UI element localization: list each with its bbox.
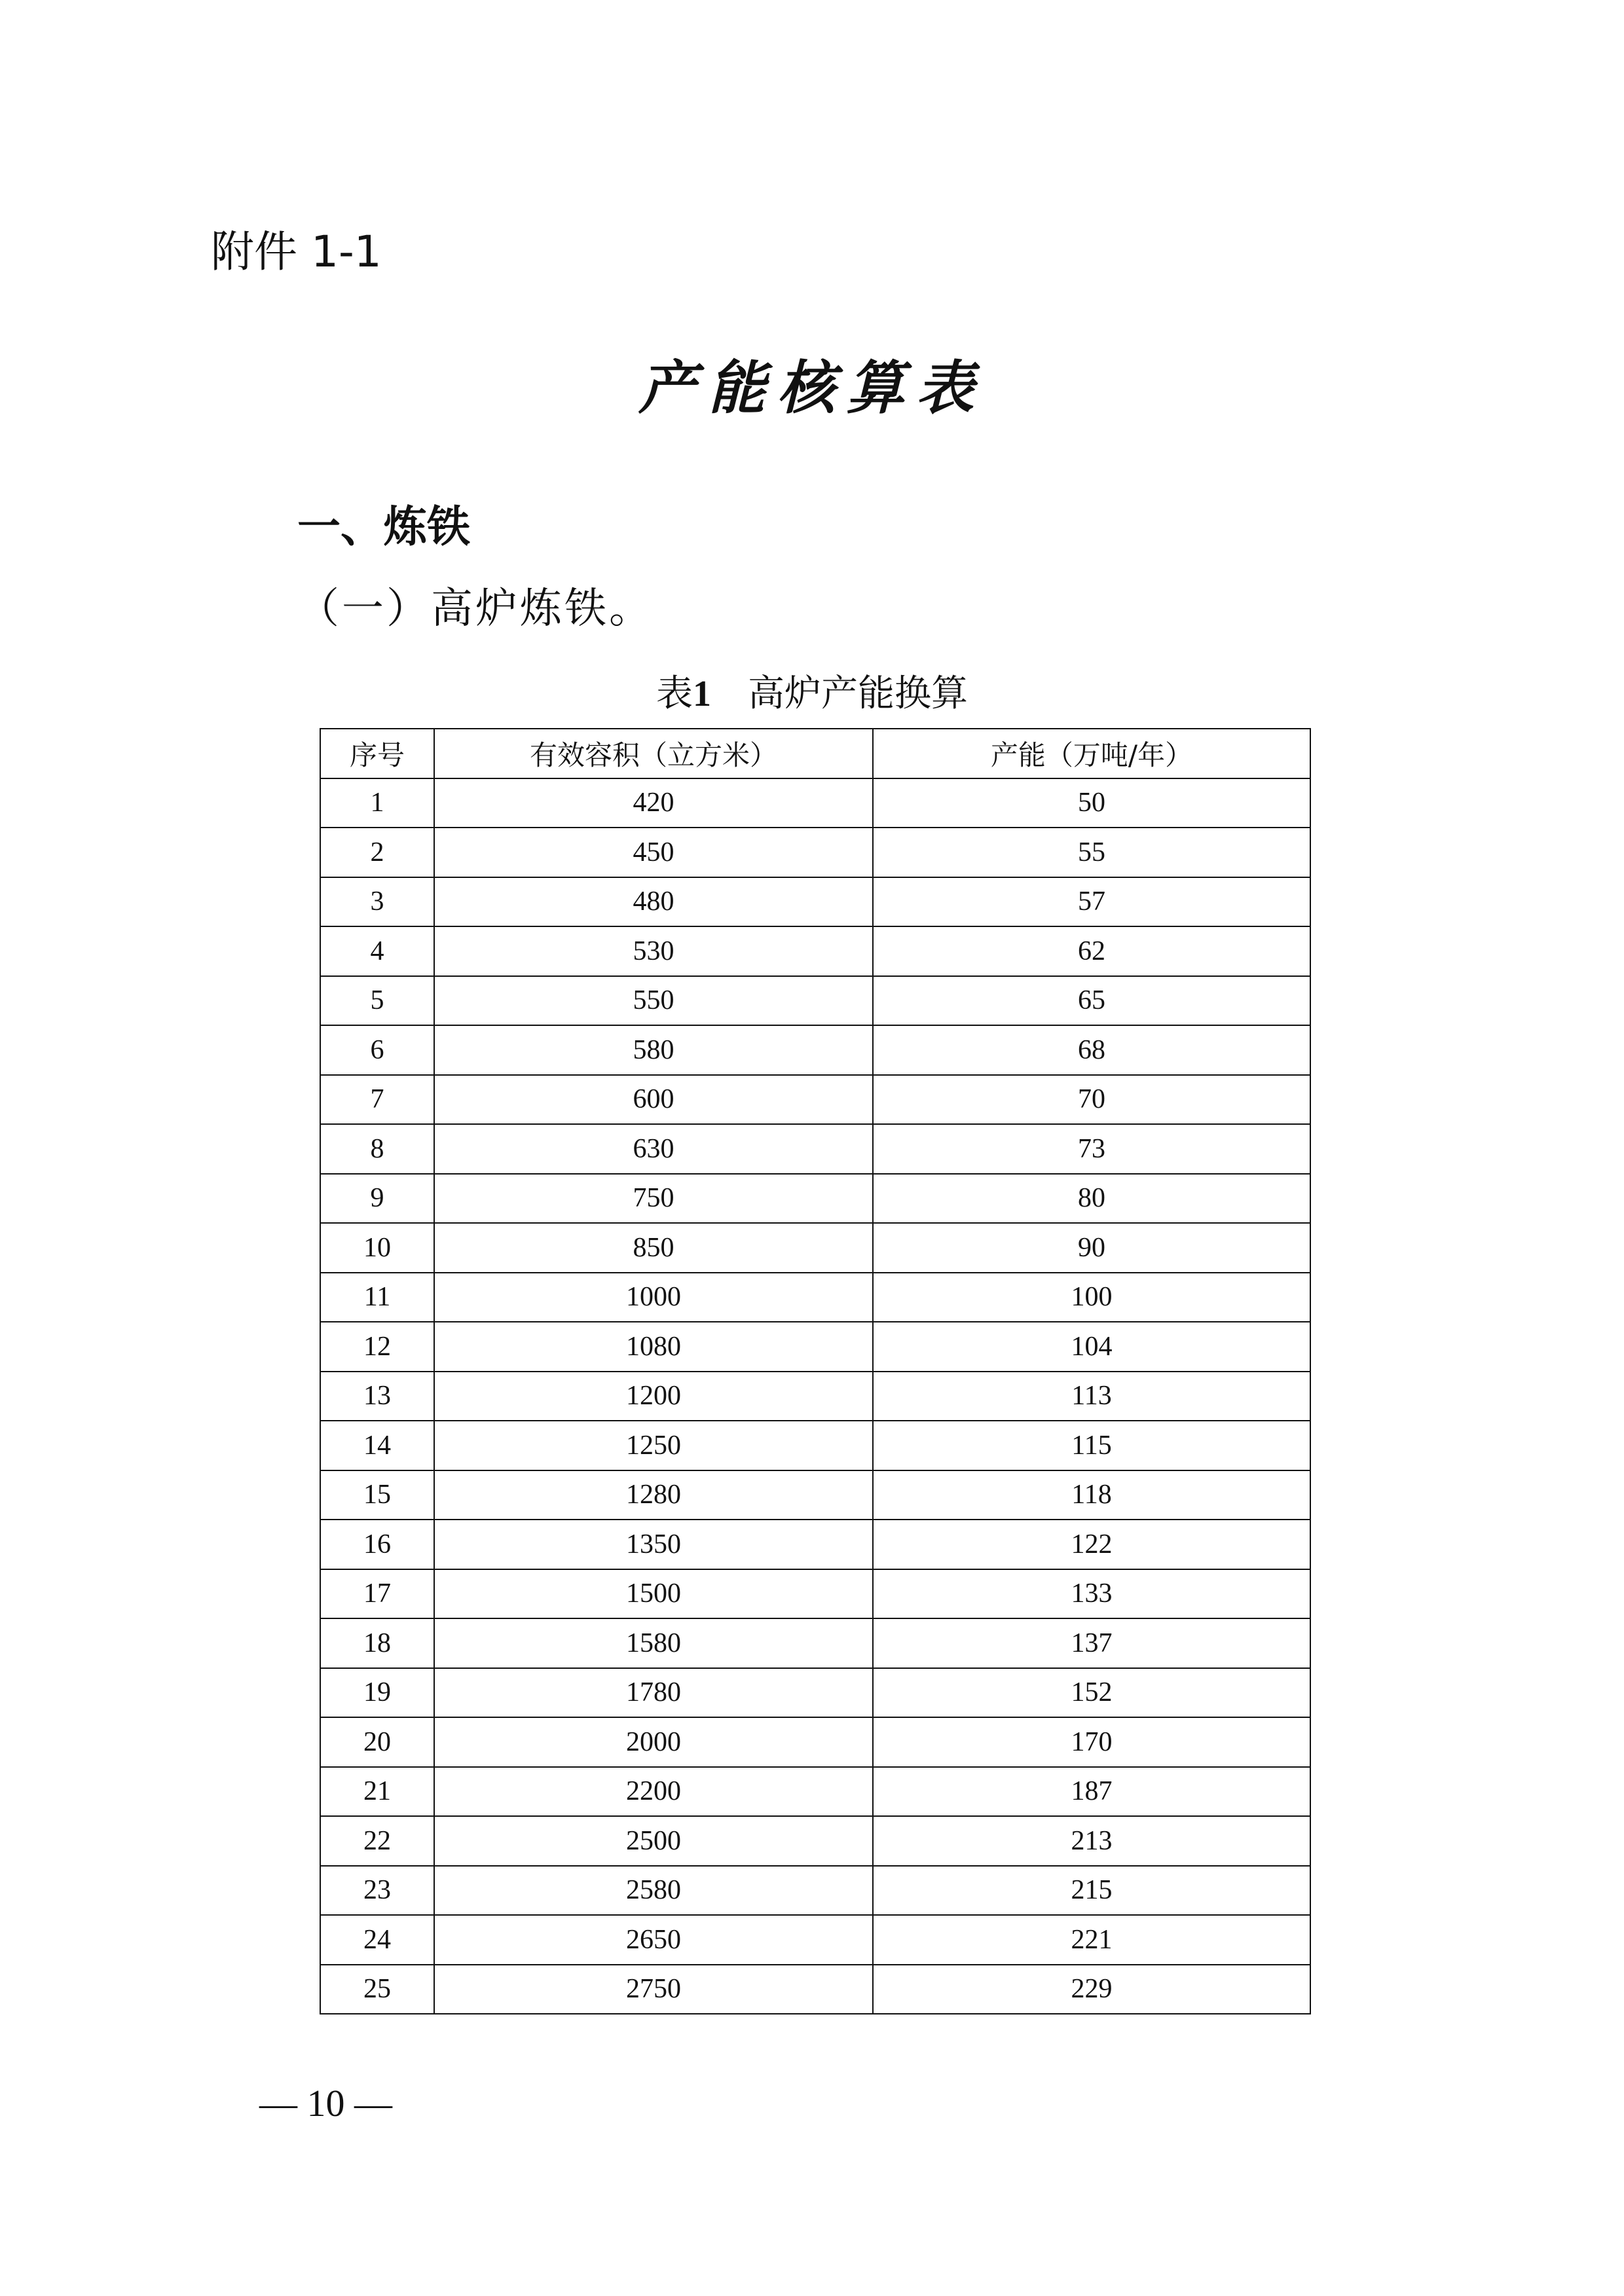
cell-capacity: 122 [873, 1520, 1310, 1569]
attachment-label: 附件 1-1 [211, 227, 382, 277]
cell-index: 7 [320, 1075, 434, 1125]
cell-effective-volume: 1080 [434, 1322, 873, 1372]
cell-effective-volume: 1250 [434, 1421, 873, 1470]
document-title: 产能核算表 [638, 354, 986, 422]
cell-effective-volume: 450 [434, 828, 873, 877]
cell-index: 1 [320, 778, 434, 828]
cell-index: 24 [320, 1915, 434, 1965]
subsection-heading: （一）高炉炼铁。 [297, 585, 654, 633]
cell-capacity: 68 [873, 1025, 1310, 1075]
cell-capacity: 70 [873, 1075, 1310, 1125]
cell-index: 6 [320, 1025, 434, 1075]
cell-effective-volume: 580 [434, 1025, 873, 1075]
table-row [320, 778, 1310, 828]
page-number: — 10 — [259, 2082, 392, 2124]
table-row [320, 926, 1310, 976]
table-caption-number: 1 [693, 674, 711, 714]
cell-capacity: 73 [873, 1124, 1310, 1174]
table-row [320, 1372, 1310, 1421]
table-row [320, 1273, 1310, 1322]
cell-effective-volume: 530 [434, 926, 873, 976]
table-row [320, 1322, 1310, 1372]
cell-capacity: 62 [873, 926, 1310, 976]
table-row [320, 1569, 1310, 1619]
table-row [320, 1767, 1310, 1817]
cell-effective-volume: 420 [434, 778, 873, 828]
table-row [320, 1965, 1310, 2014]
cell-effective-volume: 2650 [434, 1915, 873, 1965]
table-row [320, 1470, 1310, 1520]
cell-capacity: 80 [873, 1174, 1310, 1224]
table-row [320, 1915, 1310, 1965]
cell-index: 25 [320, 1965, 434, 2014]
table-row [320, 1520, 1310, 1569]
cell-effective-volume: 630 [434, 1124, 873, 1174]
table-header-row [320, 729, 1310, 778]
section-heading: 一、炼铁 [297, 501, 470, 552]
table-row [320, 1618, 1310, 1668]
table-row [320, 1421, 1310, 1470]
cell-capacity: 65 [873, 976, 1310, 1026]
table-caption [0, 672, 1624, 715]
table-body [320, 778, 1310, 2014]
cell-capacity: 118 [873, 1470, 1310, 1520]
table-row [320, 1025, 1310, 1075]
cell-index: 8 [320, 1124, 434, 1174]
cell-capacity: 170 [873, 1717, 1310, 1767]
table-row [320, 1816, 1310, 1866]
table-caption-text: 高炉产能换算 [748, 672, 968, 715]
table-row [320, 1174, 1310, 1224]
cell-effective-volume: 750 [434, 1174, 873, 1224]
cell-capacity: 133 [873, 1569, 1310, 1619]
cell-index: 2 [320, 828, 434, 877]
cell-capacity: 113 [873, 1372, 1310, 1421]
cell-index: 14 [320, 1421, 434, 1470]
header-index: 序号 [320, 729, 434, 778]
table-row [320, 828, 1310, 877]
cell-capacity: 215 [873, 1866, 1310, 1916]
table-row [320, 976, 1310, 1026]
table-row [320, 1124, 1310, 1174]
table-row [320, 1866, 1310, 1916]
cell-index: 4 [320, 926, 434, 976]
cell-index: 3 [320, 877, 434, 927]
cell-index: 12 [320, 1322, 434, 1372]
cell-index: 18 [320, 1618, 434, 1668]
header-effective-volume: 有效容积（立方米） [434, 729, 873, 778]
table-row [320, 1223, 1310, 1273]
cell-effective-volume: 1350 [434, 1520, 873, 1569]
cell-effective-volume: 600 [434, 1075, 873, 1125]
capacity-table [320, 728, 1311, 2014]
cell-effective-volume: 1200 [434, 1372, 873, 1421]
cell-index: 5 [320, 976, 434, 1026]
cell-index: 17 [320, 1569, 434, 1619]
cell-capacity: 115 [873, 1421, 1310, 1470]
table-row [320, 877, 1310, 927]
cell-capacity: 221 [873, 1915, 1310, 1965]
header-capacity: 产能（万吨/年） [873, 729, 1310, 778]
cell-effective-volume: 1780 [434, 1668, 873, 1718]
cell-index: 21 [320, 1767, 434, 1817]
cell-capacity: 55 [873, 828, 1310, 877]
cell-effective-volume: 1500 [434, 1569, 873, 1619]
cell-capacity: 90 [873, 1223, 1310, 1273]
cell-effective-volume: 2200 [434, 1767, 873, 1817]
cell-index: 9 [320, 1174, 434, 1224]
cell-index: 13 [320, 1372, 434, 1421]
cell-capacity: 50 [873, 778, 1310, 828]
cell-effective-volume: 2750 [434, 1965, 873, 2014]
cell-index: 23 [320, 1866, 434, 1916]
cell-effective-volume: 850 [434, 1223, 873, 1273]
cell-capacity: 229 [873, 1965, 1310, 2014]
cell-index: 16 [320, 1520, 434, 1569]
cell-index: 10 [320, 1223, 434, 1273]
table-row [320, 1717, 1310, 1767]
cell-index: 11 [320, 1273, 434, 1322]
cell-capacity: 57 [873, 877, 1310, 927]
cell-capacity: 104 [873, 1322, 1310, 1372]
cell-effective-volume: 1580 [434, 1618, 873, 1668]
cell-effective-volume: 550 [434, 976, 873, 1026]
cell-effective-volume: 2000 [434, 1717, 873, 1767]
table-caption-prefix: 表 [656, 672, 693, 715]
cell-index: 20 [320, 1717, 434, 1767]
cell-capacity: 213 [873, 1816, 1310, 1866]
table-row [320, 1668, 1310, 1718]
cell-effective-volume: 2580 [434, 1866, 873, 1916]
cell-index: 19 [320, 1668, 434, 1718]
table-row [320, 1075, 1310, 1125]
cell-capacity: 187 [873, 1767, 1310, 1817]
cell-effective-volume: 2500 [434, 1816, 873, 1866]
cell-index: 22 [320, 1816, 434, 1866]
cell-effective-volume: 480 [434, 877, 873, 927]
cell-index: 15 [320, 1470, 434, 1520]
cell-effective-volume: 1280 [434, 1470, 873, 1520]
cell-effective-volume: 1000 [434, 1273, 873, 1322]
cell-capacity: 152 [873, 1668, 1310, 1718]
cell-capacity: 137 [873, 1618, 1310, 1668]
cell-capacity: 100 [873, 1273, 1310, 1322]
